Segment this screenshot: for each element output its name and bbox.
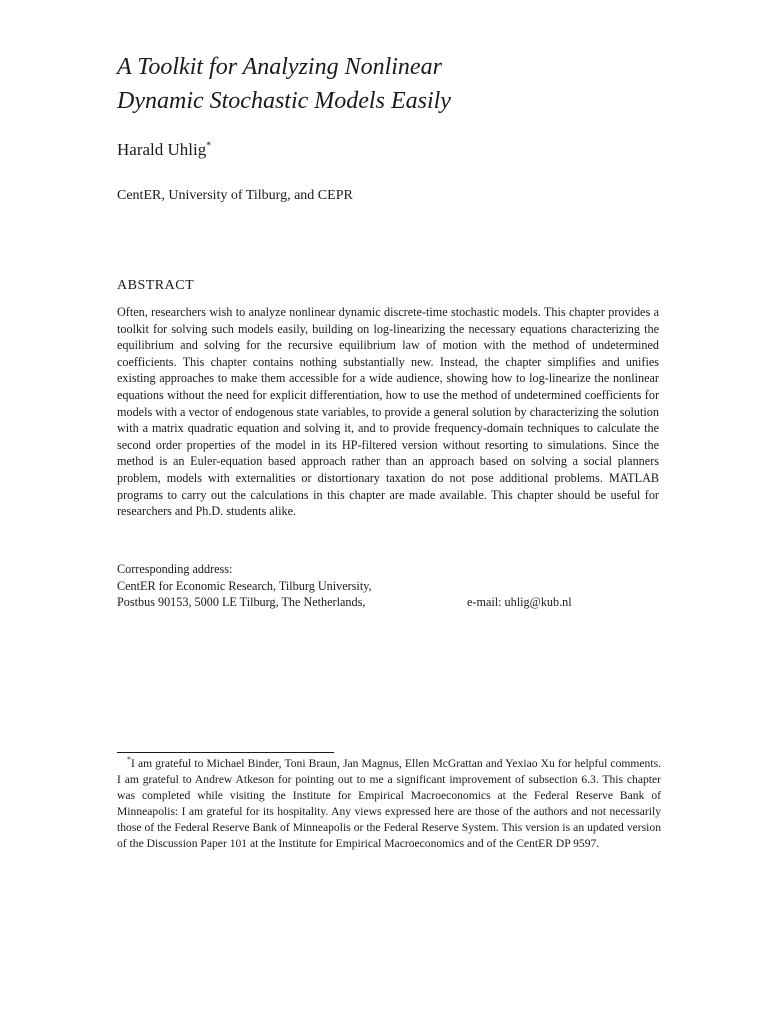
author-footnote-mark: * — [206, 140, 212, 152]
abstract-text: Often, researchers wish to analyze nonlinear dynamic discrete-time stochastic models. This chapter provides a toolkit for solving such models easily, building on log-linearizing the necessary equations characterizing the equilibrium and solving for the recursive equilibrium law of motion with the method of undetermined coefficients. This chapter contains nothing substantially new. Instead, the chapter simplifies and unifies existing approaches to make them accessible for a wide audience, showing how to log-linearize the nonlinear equations without the need for explicit differentiation, how to use the method of undetermined coefficients for models with a vector of endogenous state variables, to provide a general solution by characterizing the solution with a matrix quadratic equation and solving it, and to provide frequency-domain techniques to calculate the second order properties of the model in its HP-filtered version without resorting to simulations. Since the method is an Euler-equation based approach rather than an approach based on solving a social planners problem, models with externalities or distortionary taxation do not pose additional problems. MATLAB programs to carry out the calculations in this chapter are made available. This chapter should be useful for researchers and Ph.D. students alike. — [117, 305, 659, 519]
footnote-divider — [117, 752, 334, 753]
address-line-2: Postbus 90153, 5000 LE Tilburg, The Netherlands, — [117, 595, 366, 610]
footnote — [117, 756, 661, 852]
title-line-2: Dynamic Stochastic Models Easily — [117, 88, 451, 114]
abstract-heading: ABSTRACT — [117, 278, 195, 293]
corresponding-address — [117, 561, 662, 611]
author-name — [117, 139, 211, 161]
address-line-1: CentER for Economic Research, Tilburg University, — [117, 578, 372, 593]
address-label: Corresponding address: — [117, 562, 233, 576]
footnote-mark: * — [127, 755, 131, 765]
paper-title — [117, 50, 677, 118]
footnote-text: I am grateful to Michael Binder, Toni Braun, Jan Magnus, Ellen McGrattan and Yexiao Xu for helpful comments. I am grateful to Andrew Atkeson for pointing out to me a significant improvement of subsection 6.3. This chapter was completed while visiting the Institute for Empirical Macroeconomics at the Federal Reserve Bank of Minneapolis: I am grateful for its hospitality. Any views expressed here are those of the authors and not necessarily those of the Federal Reserve Bank of Minneapolis or the Federal Reserve System. This version is an updated version of the Discussion Paper 101 at the Institute for Empirical Macroeconomics and of the CentER DP 9597. — [117, 757, 661, 850]
title-line-1: A Toolkit for Analyzing Nonlinear — [117, 54, 442, 80]
author-affiliation: CentER, University of Tilburg, and CEPR — [117, 188, 353, 203]
author-text: Harald Uhlig — [117, 140, 207, 159]
email-address: e-mail: uhlig@kub.nl — [467, 595, 572, 610]
